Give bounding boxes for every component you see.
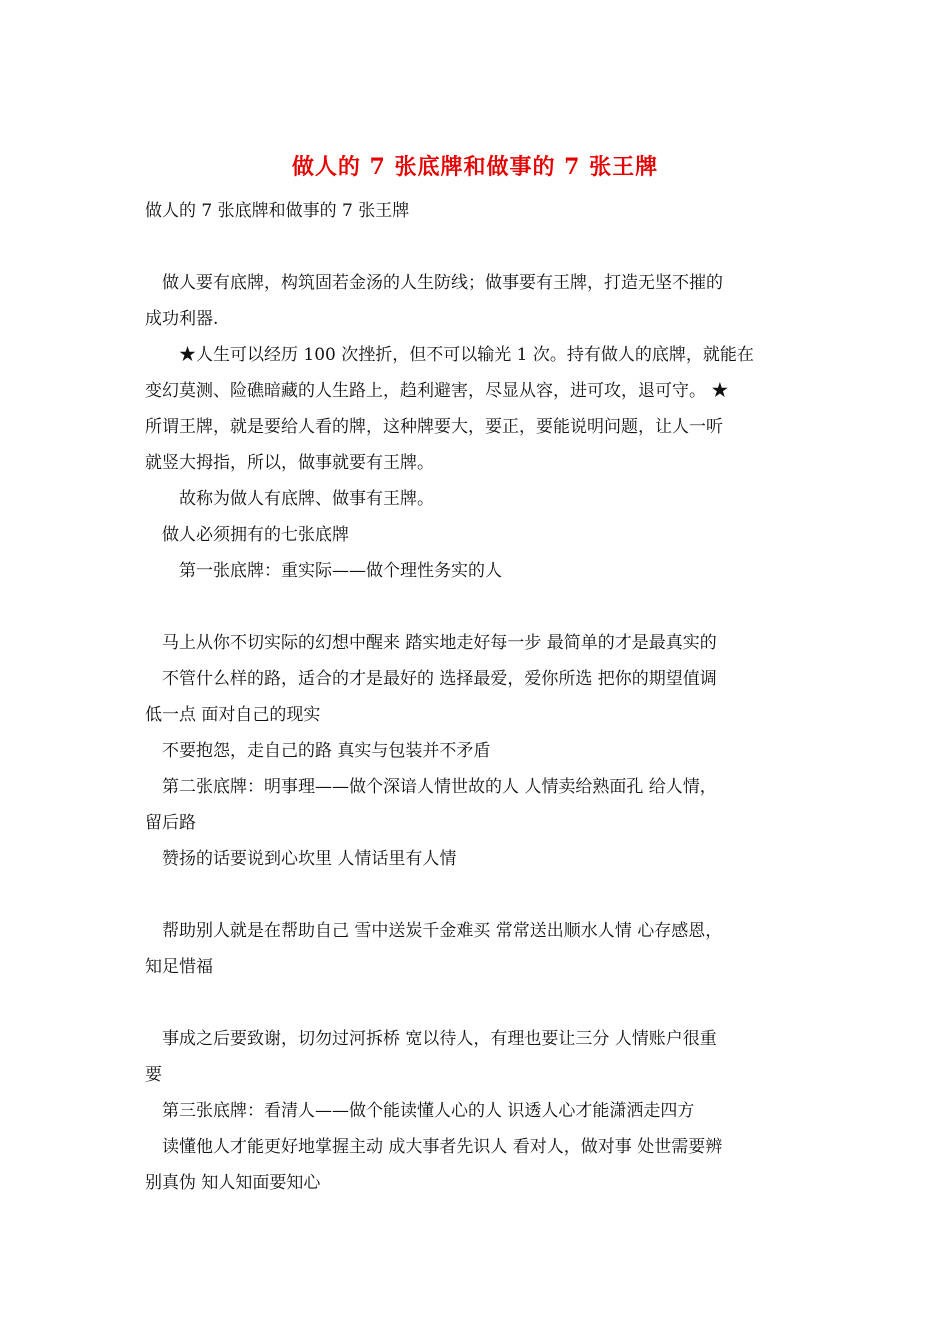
text-line: 第二张底牌：明事理——做个深谙人情世故的人 人情卖给熟面孔 给人情， <box>145 777 717 797</box>
text-line: 马上从你不切实际的幻想中醒来 踏实地走好每一步 最简单的才是最真实的 <box>145 633 717 653</box>
text-line: 帮助别人就是在帮助自己 雪中送炭千金难买 常常送出顺水人情 心存感恩， <box>145 921 723 941</box>
document-body <box>145 193 810 1201</box>
text-line: 故称为做人有底牌、做事有王牌。 <box>145 489 434 509</box>
blank-line <box>145 229 810 265</box>
text-line: 不管什么样的路，适合的才是最好的 选择最爱，爱你所选 把你的期望值调 <box>145 669 717 689</box>
text-line: 做人要有底牌，构筑固若金汤的人生防线；做事要有王牌，打造无坚不摧的 <box>145 273 723 293</box>
text-line: 要 <box>145 1065 162 1085</box>
blank-line <box>145 877 810 913</box>
paragraph-lines <box>145 229 810 1201</box>
document-title: 做人的 7 张底牌和做事的 7 张王牌 <box>291 154 659 180</box>
text-line: 低一点 面对自己的现实 <box>145 705 321 725</box>
text-line: 别真伪 知人知面要知心 <box>145 1173 321 1193</box>
blank-line <box>145 589 810 625</box>
text-line: 第三张底牌：看清人——做个能读懂人心的人 识透人心才能潇洒走四方 <box>145 1101 695 1121</box>
text-line: 第一张底牌：重实际——做个理性务实的人 <box>145 561 502 581</box>
text-line: 做人必须拥有的七张底牌 <box>145 525 349 545</box>
text-line: 留后路 <box>145 813 196 833</box>
text-line: 不要抱怨，走自己的路 真实与包装并不矛盾 <box>145 741 491 761</box>
text-line: ★人生可以经历 100 次挫折，但不可以输光 1 次。持有做人的底牌，就能在 <box>145 345 754 365</box>
text-line: 事成之后要致谢，切勿过河拆桥 宽以待人，有理也要让三分 人情账户很重 <box>145 1029 717 1049</box>
text-line: 赞扬的话要说到心坎里 人情话里有人情 <box>145 849 457 869</box>
text-line: 读懂他人才能更好地掌握主动 成大事者先识人 看对人，做对事 处世需要辨 <box>145 1137 723 1157</box>
blank-line <box>145 985 810 1021</box>
text-line: 成功利器. <box>145 309 219 329</box>
text-line: 知足惜福 <box>145 957 213 977</box>
document-subtitle: 做人的 7 张底牌和做事的 7 张王牌 <box>145 201 410 221</box>
text-line: 就竖大拇指，所以，做事就要有王牌。 <box>145 453 434 473</box>
text-line: 变幻莫测、险礁暗藏的人生路上，趋利避害，尽显从容，进可攻，退可守。 ★ <box>145 381 729 401</box>
text-line: 所谓王牌，就是要给人看的牌，这种牌要大，要正，要能说明问题，让人一听 <box>145 417 723 437</box>
